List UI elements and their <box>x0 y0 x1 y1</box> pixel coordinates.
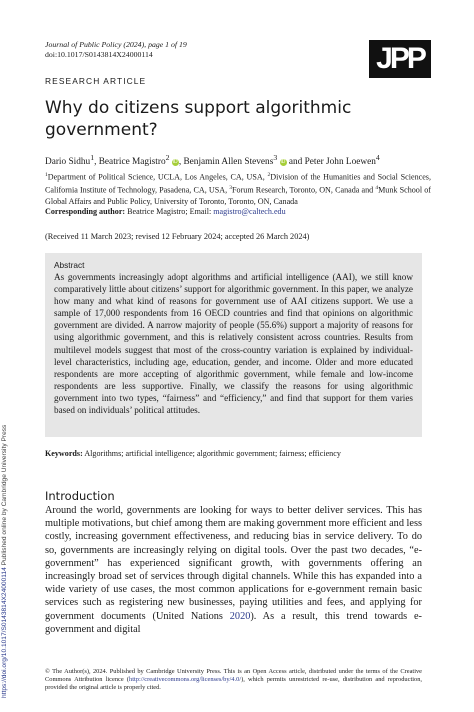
side-strip <box>0 0 16 712</box>
affiliation-2: Division of the Humanities and Social Sciences, California Institute of Technology, Pasadena, CA, USA, <box>45 172 431 195</box>
side-published-text: Published online by Cambridge University Press <box>1 424 8 566</box>
abstract-heading: Abstract <box>54 260 85 270</box>
journal-logo <box>369 40 431 78</box>
received-dates: (Received 11 March 2023; revised 12 February 2024; accepted 26 March 2024) <box>45 232 310 241</box>
abstract-box <box>45 253 422 437</box>
corresponding-email-link[interactable]: magistro@caltech.edu <box>213 207 286 217</box>
side-doi-text[interactable] <box>1 278 8 698</box>
author-sup: 4 <box>375 153 380 162</box>
citation-link[interactable]: 2020 <box>229 610 251 622</box>
affiliation-3: Forum Research, Toronto, ON, Canada and <box>232 185 376 195</box>
license-link[interactable]: http://creativecommons.org/licenses/by/4.0/ <box>129 676 242 684</box>
author-name: Benjamin Allen Stevens <box>183 157 274 168</box>
author-name: Dario Sidhu <box>45 157 91 168</box>
keywords-label: Keywords: <box>45 449 83 458</box>
doi-line <box>45 50 153 60</box>
article-type: RESEARCH ARTICLE <box>45 76 147 86</box>
side-doi-link[interactable]: https://doi.org/10.1017/S0143814X24000114 <box>1 567 8 698</box>
author-sup: 1 <box>90 153 95 162</box>
corresponding-name: Beatrice Magistro; Email: <box>125 207 214 217</box>
affiliations: $^1$Department of Political Science, UCLA, Los Angeles, CA, USA, $^2$Division of the Humanities and Social Sciences, California Institute of Technology, Pasadena, CA, USA, $^3$Forum Research, Toronto, ON, Canada and $^4$Munk School of Global Affairs and Public Policy, University of Toronto, Toronto, ON, Canada Corresponding author: Beatrice Magistro; Email: magistro@caltech.edu <box>45 172 431 217</box>
introduction-text-end: ). As a result, this trend towards e-government and digital <box>45 610 422 635</box>
author-sup: 3 <box>273 153 278 162</box>
section-heading-introduction: Introduction <box>45 489 115 503</box>
author-sup: 2 <box>165 153 170 162</box>
author-name: Peter John Loewen <box>304 157 376 168</box>
author-name: Beatrice Magistro <box>98 157 166 168</box>
introduction-text: Around the world, governments are looking for ways to better deliver services. This has multiple motivations, but chief among them are making government more efficient and less costly, increasing government effectiveness, and reducing bias in service delivery. To do so, governments are increasingly relying on digital tools. Over the past two decades, “e-government” has experienced significant growth, with governments offering an increasingly broad set of services through digital channels. While this has expanded into a wide variety of use cases, the most common applications for e-government remain basic services such as registering new businesses, paying utilities and fees, and applying for government documents (United Nations <box>45 505 422 622</box>
keywords-text: Algorithms; artificial intelligence; algorithmic government; fairness; efficiency <box>82 449 341 458</box>
article-title: Why do citizens support algorithmic government? <box>45 98 352 140</box>
license-footer <box>45 668 422 693</box>
doi-link[interactable]: doi:10.1017/S0143814X24000114 <box>45 50 153 59</box>
license-text-end: ), which permits unrestricted re-use, distribution and reproduction, provided the original article is properly cited. <box>45 676 422 692</box>
abstract-body: As governments increasingly adopt algorithms and artificial intelligence (AAI), we still know comparatively little about citizens’ support for algorithmic government. In this paper, we analyze how many and what kind of reasons for government use of AAI citizens support. We use a sample of 17,000 respondents from 16 OECD countries and find that opinions on algorithmic government are divided. A narrow majority of people (55.6%) support a majority of reasons for using algorithmic government, and this is relatively consistent across countries. Results from multilevel models suggest that most of the cross-country variation is explained by individual-level characteristics, including age, education, gender, and income. Older and more educated respondents are more accepting of algorithmic government, while female and low-income respondents are less supportive. Finally, we classify the reasons for using algorithmic government into two types, “fairness” and “efficiency,” and find that support for them varies based on individuals’ political attitudes. <box>54 272 413 416</box>
introduction-body <box>45 504 422 636</box>
journal-logo-text: JPP <box>376 42 424 75</box>
orcid-icon[interactable]: iD <box>172 159 178 166</box>
affiliation-1: Department of Political Science, UCLA, Los Angeles, CA, USA, <box>47 172 268 182</box>
orcid-icon[interactable]: iD <box>280 159 286 166</box>
affiliation-4: Munk School of Global Affairs and Public Policy, University of Toronto, Toronto, ON, Canada <box>45 185 431 206</box>
author-list: Dario Sidhu$^1$, Beatrice Magistro$^2$ iD, Benjamin Allen Stevens$^3$ iD and Peter John Loewen$^4$ <box>45 153 380 168</box>
corresponding-label: Corresponding author: <box>45 207 126 217</box>
keywords <box>45 449 431 458</box>
license-text: © The Author(s), 2024. Published by Cambridge University Press. This is an Open Access article, distributed under the terms of the Creative Commons Attribution licence ( <box>45 668 422 684</box>
journal-line: Journal of Public Policy (2024), page 1 of 19 <box>45 40 187 49</box>
